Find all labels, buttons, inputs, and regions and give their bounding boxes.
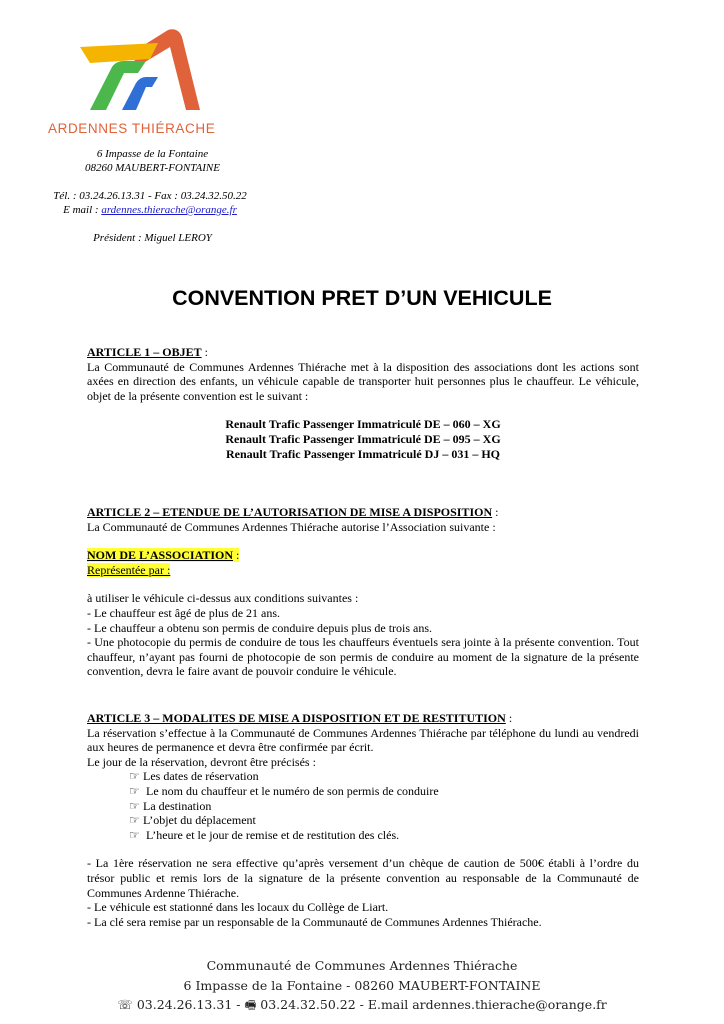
president: Président : Miguel LEROY [93, 232, 212, 244]
article-2 [87, 505, 639, 679]
article-2-heading: ARTICLE 2 – ETENDUE DE L’AUTORISATION DE MISE A DISPOSITION [87, 505, 493, 519]
footer-fax: 03.24.32.50.22 [260, 997, 356, 1012]
article-1-heading: ARTICLE 1 – OBJET [87, 345, 202, 359]
list-item-text: Les dates de réservation [143, 769, 259, 784]
condition-1: - Le chauffeur est âgé de plus de 21 ans. [87, 605, 281, 620]
pointing-hand-icon: ☞ [129, 813, 140, 828]
association-name-suffix: : [233, 548, 240, 563]
list-item [87, 813, 639, 828]
article-1 [87, 345, 639, 461]
footer-line-2: 6 Impasse de la Fontaine - 08260 MAUBERT-FONTAINE [183, 977, 541, 993]
footer-line-1: Communauté de Communes Ardennes Thiérache [206, 958, 518, 973]
list-item [87, 828, 639, 843]
address-line-1: 6 Impasse de la Fontaine [96, 148, 209, 160]
pointing-hand-icon: ☞ [129, 827, 140, 842]
note-3: - La clé sera remise par un responsable de la Communauté de Communes Ardennes Thiérache. [87, 914, 542, 929]
pointing-hand-icon: ☞ [129, 798, 140, 813]
pointing-hand-icon: ☞ [129, 769, 140, 784]
contact-block [20, 189, 280, 217]
article-3 [87, 711, 639, 929]
logo-text: ARDENNES THIÉRACHE [48, 121, 216, 136]
pointing-hand-icon: ☞ [129, 783, 140, 798]
article-1-text: La Communauté de Communes Ardennes Thiérache met à la disposition des associations dont les actions sont axées en direction des enfants, un véhicule capable de transporter huit personnes plus le chauffeur. Le véhicule, objet de la présente convention est le suivant : [87, 359, 639, 403]
email-line [20, 203, 280, 217]
list-item-text: La destination [143, 798, 212, 813]
article-3-heading: ARTICLE 3 – MODALITES DE MISE A DISPOSITION ET DE RESTITUTION [87, 711, 506, 725]
email-link[interactable]: ardennes.thierache@orange.fr [101, 204, 237, 216]
note-2: - Le véhicule est stationné dans les locaux du Collège de Liart. [87, 900, 389, 915]
vehicle-3: Renault Trafic Passenger Immatriculé DJ – 031 – HQ [226, 446, 500, 461]
list-item [87, 784, 639, 799]
vehicle-2: Renault Trafic Passenger Immatriculé DE – 095 – XG [225, 431, 501, 446]
logo-mark-icon [50, 25, 250, 125]
footer-phone: 03.24.26.13.31 [136, 997, 233, 1012]
note-1: - La 1ère réservation ne sera effective qu’après versement d’un chèque de caution de 500€ établi à l’ordre du trésor public et remis lors de la signature de la présente convention au responsable de la Communauté de Communes Ardenne Thiérache. [87, 856, 639, 900]
address-block [60, 147, 245, 175]
phone-icon: ☏ [117, 997, 133, 1012]
article-2-suffix: : [492, 505, 499, 519]
article-3-suffix: : [505, 711, 513, 725]
day-intro: Le jour de la réservation, devront être précisés : [87, 754, 316, 769]
article-2-intro: La Communauté de Communes Ardennes Thiérache autorise l’Association suivante : [87, 519, 496, 534]
association-name-label: NOM DE L’ASSOCIATION [87, 548, 234, 563]
fax-icon: 🖷 [244, 997, 257, 1012]
phone-fax: Tél. : 03.24.26.13.31 - Fax : 03.24.32.50.22 [53, 190, 247, 202]
article-3-text: La réservation s’effectue à la Communauté de Communes Ardennes Thiérache par téléphone du lundi au vendredi aux heures de permanence et devra être confirmée par écrit. [87, 725, 639, 755]
page-title: CONVENTION PRET D’UN VEHICULE [172, 286, 552, 310]
footer-email: E.mail ardennes.thierache@orange.fr [367, 997, 607, 1012]
list-item-text: L’objet du déplacement [143, 813, 256, 828]
list-item [87, 769, 639, 784]
conditions-intro: à utiliser le véhicule ci-dessus aux conditions suivantes : [87, 591, 359, 606]
represented-by-label: Représentée par : [87, 562, 171, 577]
vehicle-1: Renault Trafic Passenger Immatriculé DE – 060 – XG [225, 417, 501, 432]
list-item-text: L’heure et le jour de remise et de restitution des clés. [143, 827, 400, 842]
condition-3: - Une photocopie du permis de conduire de tous les chauffeurs éventuels sera jointe à la présente convention. Tout chauffeur, n’ayant pas fourni de photocopie de son permis de conduire au moment de la signature de la présente convention, devra le faire avant de pouvoir conduire le véhicule. [87, 635, 639, 679]
list-item-text: Le nom du chauffeur et le numéro de son permis de conduire [143, 783, 439, 798]
condition-2: - Le chauffeur a obtenu son permis de conduire depuis plus de trois ans. [87, 620, 433, 635]
footer [0, 956, 724, 1015]
address-line-2: 08260 MAUBERT-FONTAINE [85, 162, 220, 174]
email-prefix: E mail : [63, 204, 102, 216]
article-1-suffix: : [201, 345, 208, 359]
footer-line-3: ☏ 03.24.26.13.31 - 🖷 03.24.32.50.22 - E.mail ardennes.thierache@orange.fr [117, 997, 607, 1012]
list-item [87, 799, 639, 814]
